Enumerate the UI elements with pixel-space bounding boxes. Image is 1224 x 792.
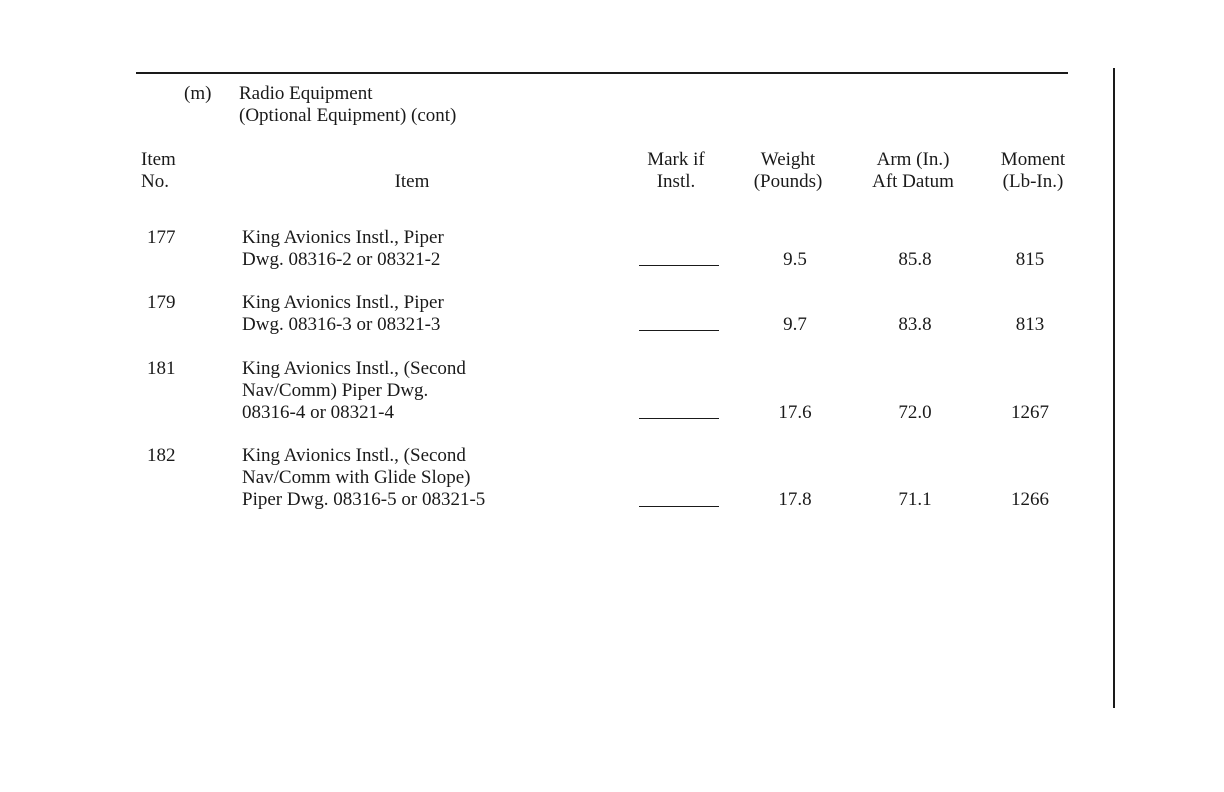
arm-value: 85.8 [898,249,932,270]
mark-if-installed-blank[interactable] [639,506,719,507]
weight-value: 9.5 [783,249,807,270]
moment-value: 1267 [1011,402,1049,423]
moment-value: 813 [1015,314,1045,335]
arm-value: 71.1 [898,489,932,510]
item-description: King Avionics Instl., (Second Nav/Comm with Glide Slope) Piper Dwg. 08316-5 or 08321-5 [242,445,486,510]
mark-if-installed-blank[interactable] [639,265,719,266]
mark-if-installed-blank[interactable] [639,330,719,331]
section-letter: (m) [184,83,212,104]
header-item: Item [394,171,430,192]
item-number: 182 [147,445,176,466]
item-description: King Avionics Instl., Piper Dwg. 08316-2 or 08321-2 [242,227,444,270]
item-number: 181 [147,358,176,379]
side-rule [1113,68,1115,708]
section-subtitle: (Optional Equipment) (cont) [239,105,457,126]
arm-value: 72.0 [898,402,932,423]
item-description: King Avionics Instl., (Second Nav/Comm) Piper Dwg. 08316-4 or 08321-4 [242,358,466,423]
weight-value: 9.7 [783,314,807,335]
header-mark-if-installed: Mark if Instl. [647,149,705,192]
moment-value: 1266 [1011,489,1049,510]
mark-if-installed-blank[interactable] [639,418,719,419]
weight-value: 17.6 [778,402,812,423]
item-description: King Avionics Instl., Piper Dwg. 08316-3 or 08321-3 [242,292,444,335]
section-title: Radio Equipment [239,83,373,104]
item-number: 177 [147,227,176,248]
arm-value: 83.8 [898,314,932,335]
item-number: 179 [147,292,176,313]
top-rule [136,72,1068,74]
header-moment: Moment (Lb-In.) [1000,149,1066,192]
moment-value: 815 [1015,249,1045,270]
weight-value: 17.8 [778,489,812,510]
header-arm: Arm (In.) Aft Datum [872,149,954,192]
header-item-no: Item No. [141,149,176,192]
header-weight: Weight (Pounds) [753,149,823,192]
